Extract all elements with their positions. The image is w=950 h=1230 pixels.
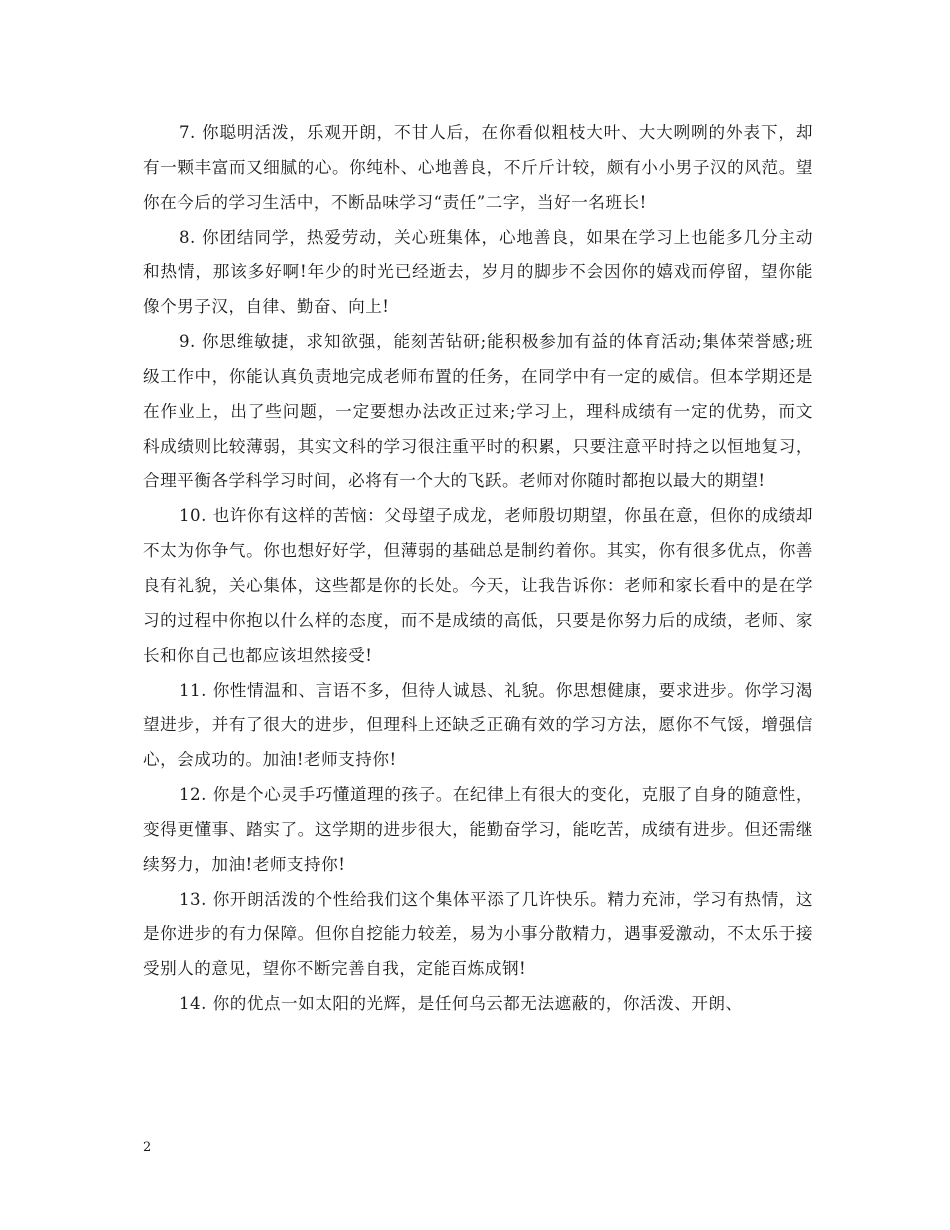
paragraph-7: 7. 你聪明活泼，乐观开朗，不甘人后，在你看似粗枝大叶、大大咧咧的外表下，却有一颗丰富而又细腻的心。你纯朴、心地善良，不斤斤计较，颇有小小男子汉的风范。望你在今后的学习生活中，不断品味学习“责任”二字，当好一名班长! — [143, 123, 813, 212]
paragraph-14: 14. 你的优点一如太阳的光辉，是任何乌云都无法遮蔽的，你活泼、开朗、 — [179, 994, 743, 1014]
paragraph-11: 11. 你性情温和、言语不多，但待人诚恳、礼貌。你思想健康，要求进步。你学习渴望进步，并有了很大的进步，但理科上还缺乏正确有效的学习方法，愿你不气馁，增强信心，会成功的。加油!老师支持你! — [143, 680, 813, 770]
paragraph-9: 9. 你思维敏捷，求知欲强，能刻苦钻研;能积极参加有益的体育活动;集体荣誉感;班级工作中，你能认真负责地完成老师布置的任务，在同学中有一定的威信。但本学期还是在作业上，出了些问题，一定要想办法改正过来;学习上，理科成绩有一定的优势，而文科成绩则比较薄弱，其实文科的学习很注重平时的积累，只要注意平时持之以恒地复习，合理平衡各学科学习时间，必将有一个大的飞跃。老师对你随时都抱以最大的期望! — [143, 332, 813, 491]
document-body — [143, 116, 813, 1022]
paragraph-13: 13. 你开朗活泼的个性给我们这个集体平添了几许快乐。精力充沛，学习有热情，这是你进步的有力保障。但你自挖能力较差，易为小事分散精力，遇事爱激动，不太乐于接受别人的意见，望你不断完善自我，定能百炼成钢! — [143, 889, 813, 979]
paragraph-10: 10. 也许你有这样的苦恼：父母望子成龙，老师殷切期望，你虽在意，但你的成绩却不太为你争气。你也想好好学，但薄弱的基础总是制约着你。其实，你有很多优点，你善良有礼貌，关心集体，这些都是你的长处。今天，让我告诉你：老师和家长看中的是在学习的过程中你抱以什么样的态度，而不是成绩的高低，只要是你努力后的成绩，老师、家长和你自己也都应该坦然接受! — [143, 506, 813, 665]
page-number: 2 — [143, 1140, 152, 1155]
paragraph-12: 12. 你是个心灵手巧懂道理的孩子。在纪律上有很大的变化，克服了自身的随意性，变得更懂事、踏实了。这学期的进步很大，能勤奋学习，能吃苦，成绩有进步。但还需继续努力，加油!老师支持你! — [143, 785, 813, 874]
paragraph-8: 8. 你团结同学，热爱劳动，关心班集体，心地善良，如果在学习上也能多几分主动和热情，那该多好啊!年少的时光已经逝去，岁月的脚步不会因你的嬉戏而停留，望你能像个男子汉，自律、勤奋、向上! — [143, 227, 813, 317]
